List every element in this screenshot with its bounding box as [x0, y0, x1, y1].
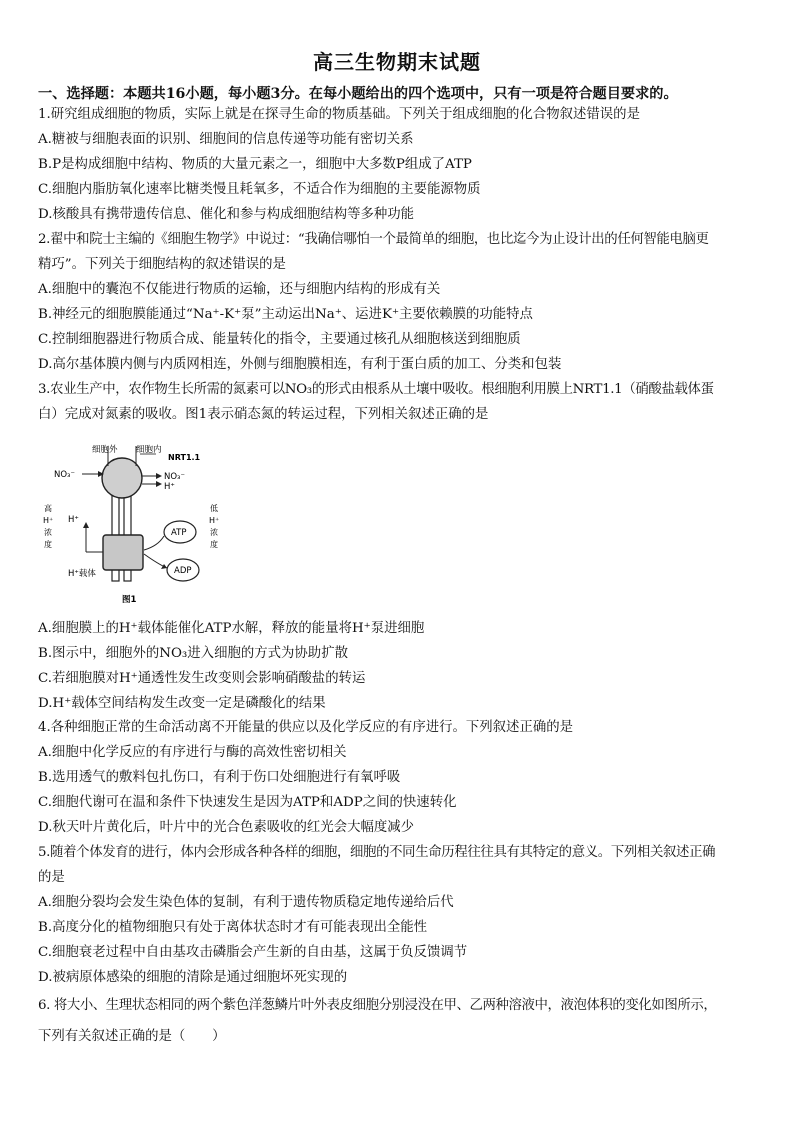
- question-2-option-d: D.高尔基体膜内侧与内质网相连，外侧与细胞膜相连，有利于蛋白质的加工、分类和包装: [38, 357, 562, 372]
- label-h-left: H⁺: [68, 515, 79, 525]
- question-1-option-c: C.细胞内脂肪氧化速率比糖类慢且耗氧多，不适合作为细胞的主要能源物质: [38, 182, 481, 197]
- low-label-3: 度: [210, 540, 218, 549]
- question-1-stem: 1.研究组成细胞的物质，实际上就是在探寻生命的物质基础。下列关于组成细胞的化合物叙述错误的是: [38, 107, 640, 122]
- high-label-1: H⁺: [43, 516, 54, 525]
- question-2-option-a: A.细胞中的囊泡不仅能进行物质的运输，还与细胞内结构的形成有关: [38, 282, 441, 297]
- question-1-option-a: A.糖被与细胞表面的识别、细胞间的信息传递等功能有密切关系: [38, 132, 414, 147]
- arrow-atp-line: [144, 536, 164, 550]
- question-1-option-d: D.核酸具有携带遗传信息、催化和参与构成细胞结构等多种功能: [38, 207, 415, 222]
- question-2-option-b: B.神经元的细胞膜能通过“Na⁺-K⁺泵”主动运出Na⁺、运进K⁺主要依赖膜的功能特点: [38, 307, 533, 322]
- question-4-option-b: B.选用透气的敷料包扎伤口，有利于伤口处细胞进行有氧呼吸: [38, 770, 401, 785]
- high-label-0: 高: [44, 504, 52, 513]
- question-6-stem-line1: 6. 将大小、生理状态相同的两个紫色洋葱鳞片叶外表皮细胞分别浸没在甲、乙两种溶液中，液泡体积的变化如图所示，: [38, 998, 717, 1013]
- label-inside: 细胞内: [136, 445, 162, 455]
- section-header: 一、选择题：本题共16小题，每小题3分。在每小题给出的四个选项中，只有一项是符合题目要求的。: [38, 86, 678, 102]
- figure-1-nitrate-transport: [40, 438, 220, 610]
- high-label-2: 浓: [44, 528, 52, 537]
- question-3-stem-line2: 白）完成对氮素的吸收。图1表示硝态氮的转运过程，下列相关叙述正确的是: [38, 407, 489, 422]
- label-no3-left: NO₃⁻: [54, 470, 75, 480]
- question-4-option-c: C.细胞代谢可在温和条件下快速发生是因为ATP和ADP之间的快速转化: [38, 795, 457, 810]
- question-3-stem-line1: 3.农业生产中，农作物生长所需的氮素可以NO₃的形式由根系从土壤中吸收。根细胞利用膜上NRT1.1（硝酸盐载体蛋: [38, 382, 714, 397]
- question-5-option-a: A.细胞分裂均会发生染色体的复制，有利于遗传物质稳定地传递给后代: [38, 895, 454, 910]
- question-5-stem-line2: 的是: [38, 870, 65, 885]
- figure-caption: 图1: [122, 595, 137, 605]
- label-nrt: NRT1.1: [168, 453, 201, 462]
- label-outside: 细胞外: [92, 445, 118, 455]
- question-6-stem-line2: 下列有关叙述正确的是（ ）: [38, 1029, 226, 1044]
- question-5-option-c: C.细胞衰老过程中自由基攻击磷脂会产生新的自由基，这属于负反馈调节: [38, 945, 468, 960]
- question-4-stem: 4.各种细胞正常的生命活动离不开能量的供应以及化学反应的有序进行。下列叙述正确的是: [38, 720, 574, 735]
- question-1-option-b: B.P是构成细胞中结构、物质的大量元素之一，细胞中大多数P组成了ATP: [38, 157, 472, 172]
- question-3-option-d: D.H⁺载体空间结构发生改变一定是磷酸化的结果: [38, 696, 326, 711]
- label-carrier: H⁺载体: [68, 569, 96, 579]
- question-2-stem-line2: 精巧”。下列关于细胞结构的叙述错误的是: [38, 257, 286, 272]
- label-atp: ATP: [171, 528, 187, 538]
- question-4-option-a: A.细胞中化学反应的有序进行与酶的高效性密切相关: [38, 745, 347, 760]
- h-carrier: [103, 535, 143, 570]
- question-5-option-d: D.被病原体感染的细胞的清除是通过细胞坏死实现的: [38, 970, 348, 985]
- question-2-stem-line1: 2.翟中和院士主编的《细胞生物学》中说过：“我确信哪怕一个最简单的细胞，也比迄今为止设计出的任何智能电脑更: [38, 232, 709, 247]
- question-5-stem-line1: 5.随着个体发育的进行，体内会形成各种各样的细胞，细胞的不同生命历程往往具有其特定的意义。下列相关叙述正确: [38, 845, 716, 860]
- question-3-option-c: C.若细胞膜对H⁺通透性发生改变则会影响硝酸盐的转运: [38, 671, 366, 686]
- high-label-3: 度: [44, 540, 52, 549]
- label-adp: ADP: [174, 566, 192, 576]
- label-no3-right: NO₃⁻: [164, 472, 185, 482]
- low-label-1: H⁺: [209, 516, 220, 525]
- label-h-right: H⁺: [164, 482, 175, 492]
- question-2-option-c: C.控制细胞器进行物质合成、能量转化的指令，主要通过核孔从细胞核送到细胞质: [38, 332, 521, 347]
- low-label-2: 浓: [210, 528, 218, 537]
- question-5-option-b: B.高度分化的植物细胞只有处于离体状态时才有可能表现出全能性: [38, 920, 428, 935]
- page-title: 高三生物期末试题: [313, 50, 481, 74]
- low-label-0: 低: [210, 504, 218, 513]
- question-4-option-d: D.秋天叶片黄化后，叶片中的光合色素吸收的红光会大幅度减少: [38, 820, 415, 835]
- question-3-option-b: B.图示中，细胞外的NO₃进入细胞的方式为协助扩散: [38, 646, 348, 661]
- question-3-option-a: A.细胞膜上的H⁺载体能催化ATP水解，释放的能量将H⁺泵进细胞: [38, 621, 425, 636]
